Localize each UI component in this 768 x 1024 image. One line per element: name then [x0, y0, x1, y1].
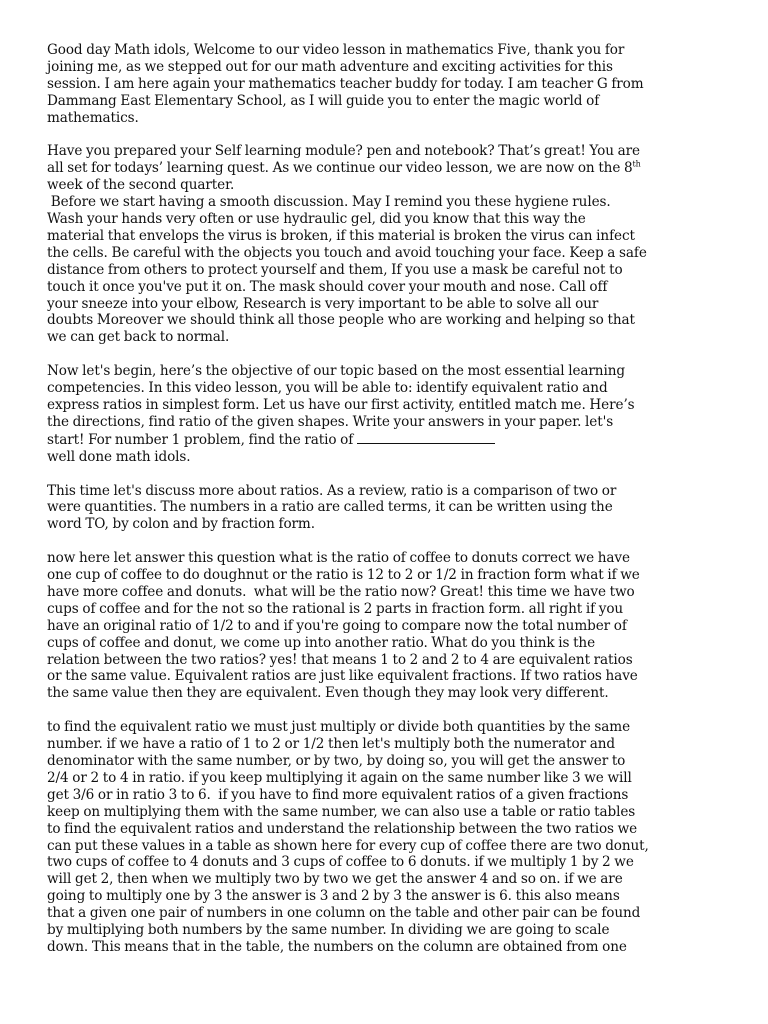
text-segment: all set for todays’ learning quest. As we continue our video lesson, we are now on the 8 [47, 160, 633, 177]
text-line: Now let's begin, here’s the objective of our topic based on the most essential learning [47, 363, 625, 380]
text-line: keep on multiplying them with the same number, we can also use a table or ratio tables [47, 803, 636, 820]
text-line: your sneeze into your elbow, Research is very important to be able to solve all our [47, 295, 599, 312]
text-line: mathematics. [47, 109, 139, 126]
text-line: denominator with the same number, or by two, by doing so, you will get the answer to [47, 752, 626, 769]
text-line: Have you prepared your Self learning module? pen and notebook? That’s great! You are [47, 143, 640, 160]
text-line: joining me, as we stepped out for our math adventure and exciting activities for this [47, 58, 613, 75]
text-line: word TO, by colon and by fraction form. [47, 516, 315, 533]
text-line: cups of coffee and donut, we come up into another ratio. What do you think is the [47, 634, 596, 651]
text-line: can put these values in a table as shown here for every cup of coffee there are two donut, [47, 837, 649, 854]
text-line: or the same value. Equivalent ratios are just like equivalent fractions. If two ratios have [47, 668, 638, 685]
text-line: going to multiply one by 3 the answer is 3 and 2 by 3 the answer is 6. this also means [47, 888, 620, 905]
text-line: have more coffee and donuts. what will be the ratio now? Great! this time we have two [47, 583, 635, 600]
text-line: relation between the two ratios? yes! that means 1 to 2 and 2 to 4 are equivalent ratios [47, 651, 633, 668]
document-page [47, 42, 721, 973]
text-line: by multiplying both numbers by the same number. In dividing we are going to scale [47, 922, 610, 939]
text-line: to find the equivalent ratios and understand the relationship between the two ratios we [47, 820, 638, 837]
text-line: express ratios in simplest form. Let us have our first activity, entitled match me. Here’s [47, 397, 635, 413]
text-line: cups of coffee and for the not so the rational is 2 parts in fraction form. all right if you [47, 600, 624, 617]
text-line: the same value then they are equivalent. Even though they may look very different. [47, 685, 609, 702]
text-line: to find the equivalent ratio we must just multiply or divide both quantities by the same [47, 719, 631, 736]
text-line: 2/4 or 2 to 4 in ratio. if you keep multiplying it again on the same number like 3 we will [47, 769, 632, 786]
text-line: two cups of coffee to 4 donuts and 3 cups of coffee to 6 donuts. if we multiply 1 by 2 we [47, 854, 634, 871]
text-line: the directions, find ratio of the given shapes. Write your answers in your paper. let's [47, 413, 614, 430]
text-line: material that envelops the virus is broken, if this material is broken the virus can infect [47, 227, 635, 244]
text-line: one cup of coffee to do doughnut or the ratio is 12 to 2 or 1/2 in fraction form what if we [47, 567, 640, 584]
text-line [47, 431, 721, 449]
text-line: will get 2, then when we multiply two by two we get the answer 4 and so on. if we are [47, 871, 623, 888]
paragraph-coffee-donuts [47, 550, 721, 702]
text-line: well done math idols. [47, 448, 191, 465]
text-line: now here let answer this question what is the ratio of coffee to donuts correct we have [47, 550, 630, 567]
text-line: Good day Math idols, Welcome to our video lesson in mathematics Five, thank you for [47, 42, 625, 58]
text-line: session. I am here again your mathematics teacher buddy for today. I am teacher G from [47, 75, 644, 92]
answer-blank-line [357, 431, 495, 444]
paragraph-equivalent-ratios [47, 719, 721, 956]
superscript-ordinal: th [632, 159, 641, 169]
paragraph-ratio-review [47, 483, 721, 534]
text-line: down. This means that in the table, the numbers on the column are obtained from one [47, 938, 627, 955]
text-line: distance from others to protect yourself and them, If you use a mask be careful not to [47, 261, 623, 278]
text-line: week of the second quarter. [47, 177, 235, 194]
text-line: touch it once you've put it on. The mask should cover your mouth and nose. Call off [47, 278, 608, 295]
text-line: we can get back to normal. [47, 329, 230, 346]
text-line: Dammang East Elementary School, as I will guide you to enter the magic world of [47, 92, 600, 109]
text-line: have an original ratio of 1/2 to and if you're going to compare now the total number of [47, 617, 627, 634]
text-line: that a given one pair of numbers in one column on the table and other pair can be found [47, 905, 641, 922]
text-line: were quantities. The numbers in a ratio are called terms, it can be written using the [47, 499, 613, 516]
text-line: get 3/6 or in ratio 3 to 6. if you have to find more equivalent ratios of a given fractions [47, 786, 629, 803]
text-line: Before we start having a smooth discussion. May I remind you these hygiene rules. [47, 194, 611, 211]
text-line: Wash your hands very often or use hydraulic gel, did you know that this way the [47, 211, 586, 228]
text-line: doubts Moreover we should think all those people who are working and helping so that [47, 312, 635, 329]
paragraph-greeting [47, 42, 721, 127]
text-line: the cells. Be careful with the objects you touch and avoid touching your face. Keep a safe [47, 244, 647, 261]
text-line: This time let's discuss more about ratios. As a review, ratio is a comparison of two or [47, 482, 617, 499]
paragraph-objective [47, 363, 721, 465]
text-line [47, 160, 721, 177]
text-line: number. if we have a ratio of 1 to 2 or 1/2 then let's multiply both the numerator and [47, 736, 615, 753]
text-segment: start! For number 1 problem, find the ratio of [47, 431, 357, 448]
text-line: competencies. In this video lesson, you will be able to: identify equivalent ratio and [47, 380, 608, 397]
paragraph-hygiene-rules [47, 143, 721, 346]
